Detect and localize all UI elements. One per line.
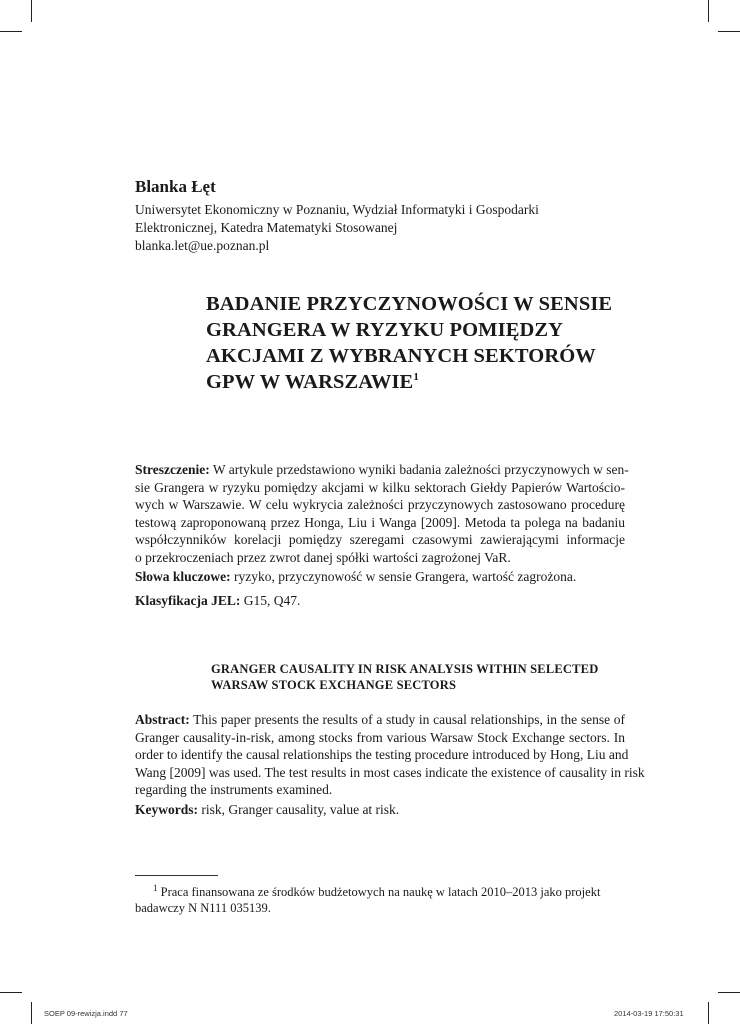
abstract-label: Abstract: xyxy=(135,712,190,727)
english-title xyxy=(211,661,598,693)
streszczenie-label: Streszczenie: xyxy=(135,462,210,477)
crop-mark xyxy=(708,1002,709,1024)
crop-mark xyxy=(718,31,740,32)
keywords: Keywords: risk, Granger causality, value at risk. xyxy=(135,802,400,817)
streszczenie: Streszczenie: W artykule przedstawiono wyniki badania zależności przyczynowych w sen- sie Grangera w ryzyku pomiędzy akcjami w kilku sektorach Giełdy Papierów Wartościo- wych w Warszawie. W celu wykrycia zależności przyczynowych zastosowano procedurę testową zaproponowaną przez Honga, Liu i Wanga [2009]. Metoda ta polega na badaniu współczynników korelacji pomiędzy szeregami czasowymi zawierającymi informacje o przekroczeniach przez zwrot danej spółki wartości zagrożonej VaR. xyxy=(135,462,629,565)
english-title-line: GRANGER CAUSALITY IN RISK ANALYSIS WITHIN SELECTED xyxy=(211,662,599,676)
crop-mark xyxy=(708,0,709,22)
paper-title xyxy=(206,291,612,395)
english-title-line: WARSAW STOCK EXCHANGE SECTORS xyxy=(211,678,457,692)
crop-mark xyxy=(0,992,22,993)
crop-mark xyxy=(0,31,22,32)
file-slug: SOEP 09-rewizja.indd 77 xyxy=(44,1009,128,1018)
title-line: GRANGERA W RYZYKU POMIĘDZY xyxy=(206,319,564,341)
crop-mark xyxy=(718,992,740,993)
streszczenie-line: o przekroczeniach przez zwrot danej spółki wartości zagrożonej VaR. xyxy=(135,549,511,565)
crop-mark xyxy=(31,1002,32,1024)
streszczenie-line: sie Grangera w ryzyku pomiędzy akcjami w kilku sektorach Giełdy Papierów Wartościo- xyxy=(135,479,625,495)
slowa-kluczowe: Słowa kluczowe: ryzyko, przyczynowość w sensie Grangera, wartość zagrożona. xyxy=(135,569,577,584)
author-name: Blanka Łęt xyxy=(135,177,216,196)
abstract-line: regarding the instruments examined. xyxy=(135,782,333,798)
abstract-line: Granger causality-in-risk, among stocks from various Warsaw Stock Exchange sectors. In xyxy=(135,729,625,745)
affiliation-line: Uniwersytet Ekonomiczny w Poznaniu, Wydział Informatyki i Gospodarki xyxy=(135,202,539,217)
streszczenie-line: testową zaproponowaną przez Honga, Liu i Wanga [2009]. Metoda ta polega na badaniu xyxy=(135,514,625,530)
streszczenie-line: wych w Warszawie. W celu wykrycia zależności przyczynowych zastosowano procedurę xyxy=(135,497,625,513)
author-email: blanka.let@ue.poznan.pl xyxy=(135,238,270,253)
abstract-line: Wang [2009] was used. The test results in most cases indicate the existence of causality in risk xyxy=(135,764,645,780)
footnote-rule xyxy=(135,875,218,876)
klasyfikacja-jel: Klasyfikacja JEL: G15, Q47. xyxy=(135,593,301,608)
title-footnote-mark: 1 xyxy=(413,371,419,384)
title-line: GPW W WARSZAWIE$^1$ xyxy=(206,371,419,393)
author-affiliation xyxy=(135,201,539,255)
title-line: AKCJAMI Z WYBRANYCH SEKTORÓW xyxy=(206,345,596,367)
title-line: BADANIE PRZYCZYNOWOŚCI W SENSIE xyxy=(206,293,613,315)
affiliation-line: Elektronicznej, Katedra Matematyki Stosowanej xyxy=(135,220,398,235)
crop-mark xyxy=(31,0,32,22)
abstract: Abstract: This paper presents the results of a study in causal relationships, in the sense of Granger causality-in-risk, among stocks from various Warsaw Stock Exchange sectors. In order to identify the causal relationships the testing procedure introduced by Hong, Liu and Wang [2009] was used. The test results in most cases indicate the existence of causality in risk regarding the instruments examined. xyxy=(135,712,645,798)
timestamp-slug: 2014-03-19 17:50:31 xyxy=(614,1009,684,1018)
abstract-line: order to identify the causal relationships the testing procedure introduced by Hong, Liu and xyxy=(135,747,629,763)
footnote: $^1$ Praca finansowana ze środków budżetowych na naukę w latach 2010–2013 jako projekt badawczy N N111 035139. xyxy=(135,880,625,916)
footnote-mark: 1 xyxy=(153,883,158,893)
footnote-line: badawczy N N111 035139. xyxy=(135,901,271,916)
streszczenie-line: współczynników korelacji pomiędzy szeregami czasowymi zawierającymi informacje xyxy=(135,532,625,548)
